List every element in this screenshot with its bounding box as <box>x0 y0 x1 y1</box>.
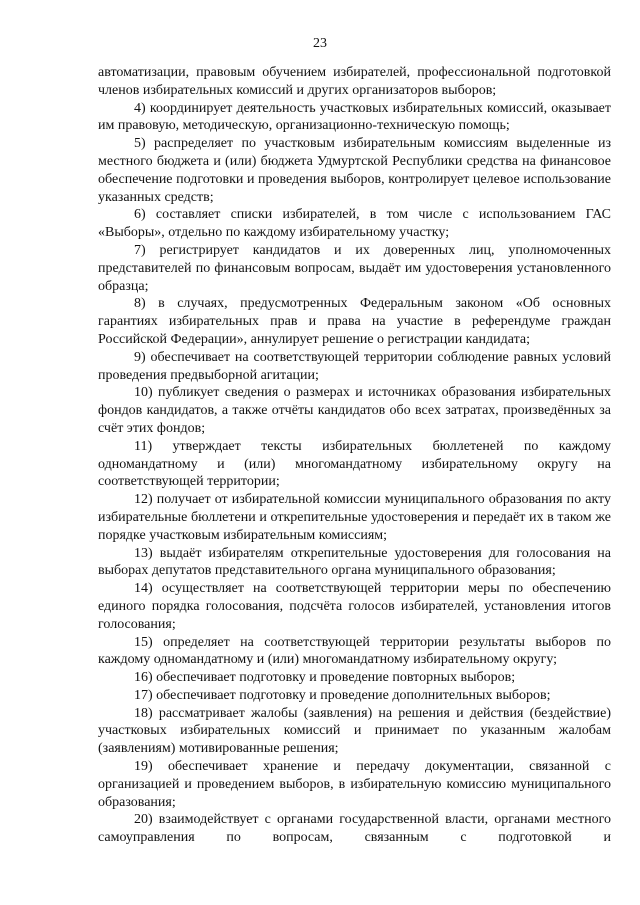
paragraph-item-9: 9) обеспечивает на соответствующей территории соблюдение равных условий проведения предвыборной агитации; <box>98 349 611 383</box>
paragraph-item-11: 11) утверждает тексты избирательных бюллетеней по каждому одномандатному и (или) многомандатному избирательному округу на соответствующей территории; <box>98 438 611 490</box>
paragraph-item-14: 14) осуществляет на соответствующей территории меры по обеспечению единого порядка голосования, подсчёта голосов избирателей, установления итогов голосования; <box>98 581 611 632</box>
document-body <box>98 64 611 847</box>
paragraph-item-4: 4) координирует деятельность участковых избирательных комиссий, оказывает им правовую, методическую, организационно-техническую помощь; <box>98 100 611 134</box>
paragraph-continuation: автоматизации, правовым обучением избирателей, профессиональной подготовкой членов избирательных комиссий и других организаторов выборов; <box>98 65 611 98</box>
paragraph-item-8: 8) в случаях, предусмотренных Федеральным законом «Об основных гарантиях избирательных прав и права на участие в референдуме граждан Российской Федерации», аннулирует решение о регистрации кандидата; <box>98 296 611 347</box>
page-number: 23 <box>313 36 327 51</box>
paragraph-item-16: 16) обеспечивает подготовку и проведение повторных выборов; <box>134 670 516 686</box>
paragraph-item-17: 17) обеспечивает подготовку и проведение дополнительных выборов; <box>134 687 551 703</box>
paragraph-item-7: 7) регистрирует кандидатов и их доверенных лиц, уполномоченных представителей по финансовым вопросам, выдаёт им удостоверения установленного образца; <box>98 242 611 294</box>
paragraph-item-13: 13) выдаёт избирателям открепительные удостоверения для голосования на выборах депутатов представительного органа муниципального образования; <box>98 545 611 579</box>
paragraph-item-5: 5) распределяет по участковым избирательным комиссиям выделенные из местного бюджета и (или) бюджета Удмуртской Республики средства на финансовое обеспечение подготовки и проведения выборов, контролирует целевое использование указанных средств; <box>98 136 611 205</box>
paragraph-item-10: 10) публикует сведения о размерах и источниках образования избирательных фондов кандидатов, а также отчёты кандидатов обо всех затратах, произведённых за счёт этих фондов; <box>98 385 611 436</box>
paragraph-item-6: 6) составляет списки избирателей, в том числе с использованием ГАС «Выборы», отдельно по каждому избирательному участку; <box>98 207 611 241</box>
paragraph-item-15: 15) определяет на соответствующей территории результаты выборов по каждому одномандатному и (или) многомандатному избирательному округу; <box>98 634 611 668</box>
paragraph-item-20: 20) взаимодействует с органами государственной власти, органами местного самоуправления по вопросам, связанным с подготовкой и <box>98 812 611 846</box>
paragraph-item-12: 12) получает от избирательной комиссии муниципального образования по акту избирательные бюллетени и открепительные удостоверения и передаёт их в таком же порядке участковым избирательным комиссиям; <box>98 492 611 543</box>
paragraph-item-19: 19) обеспечивает хранение и передачу документации, связанной с организацией и проведением выборов, в избирательную комиссию муниципального образования; <box>98 759 611 810</box>
paragraph-item-18: 18) рассматривает жалобы (заявления) на решения и действия (бездействие) участковых избирательных комиссий и принимает по указанным жалобам (заявлениям) мотивированные решения; <box>98 705 611 757</box>
